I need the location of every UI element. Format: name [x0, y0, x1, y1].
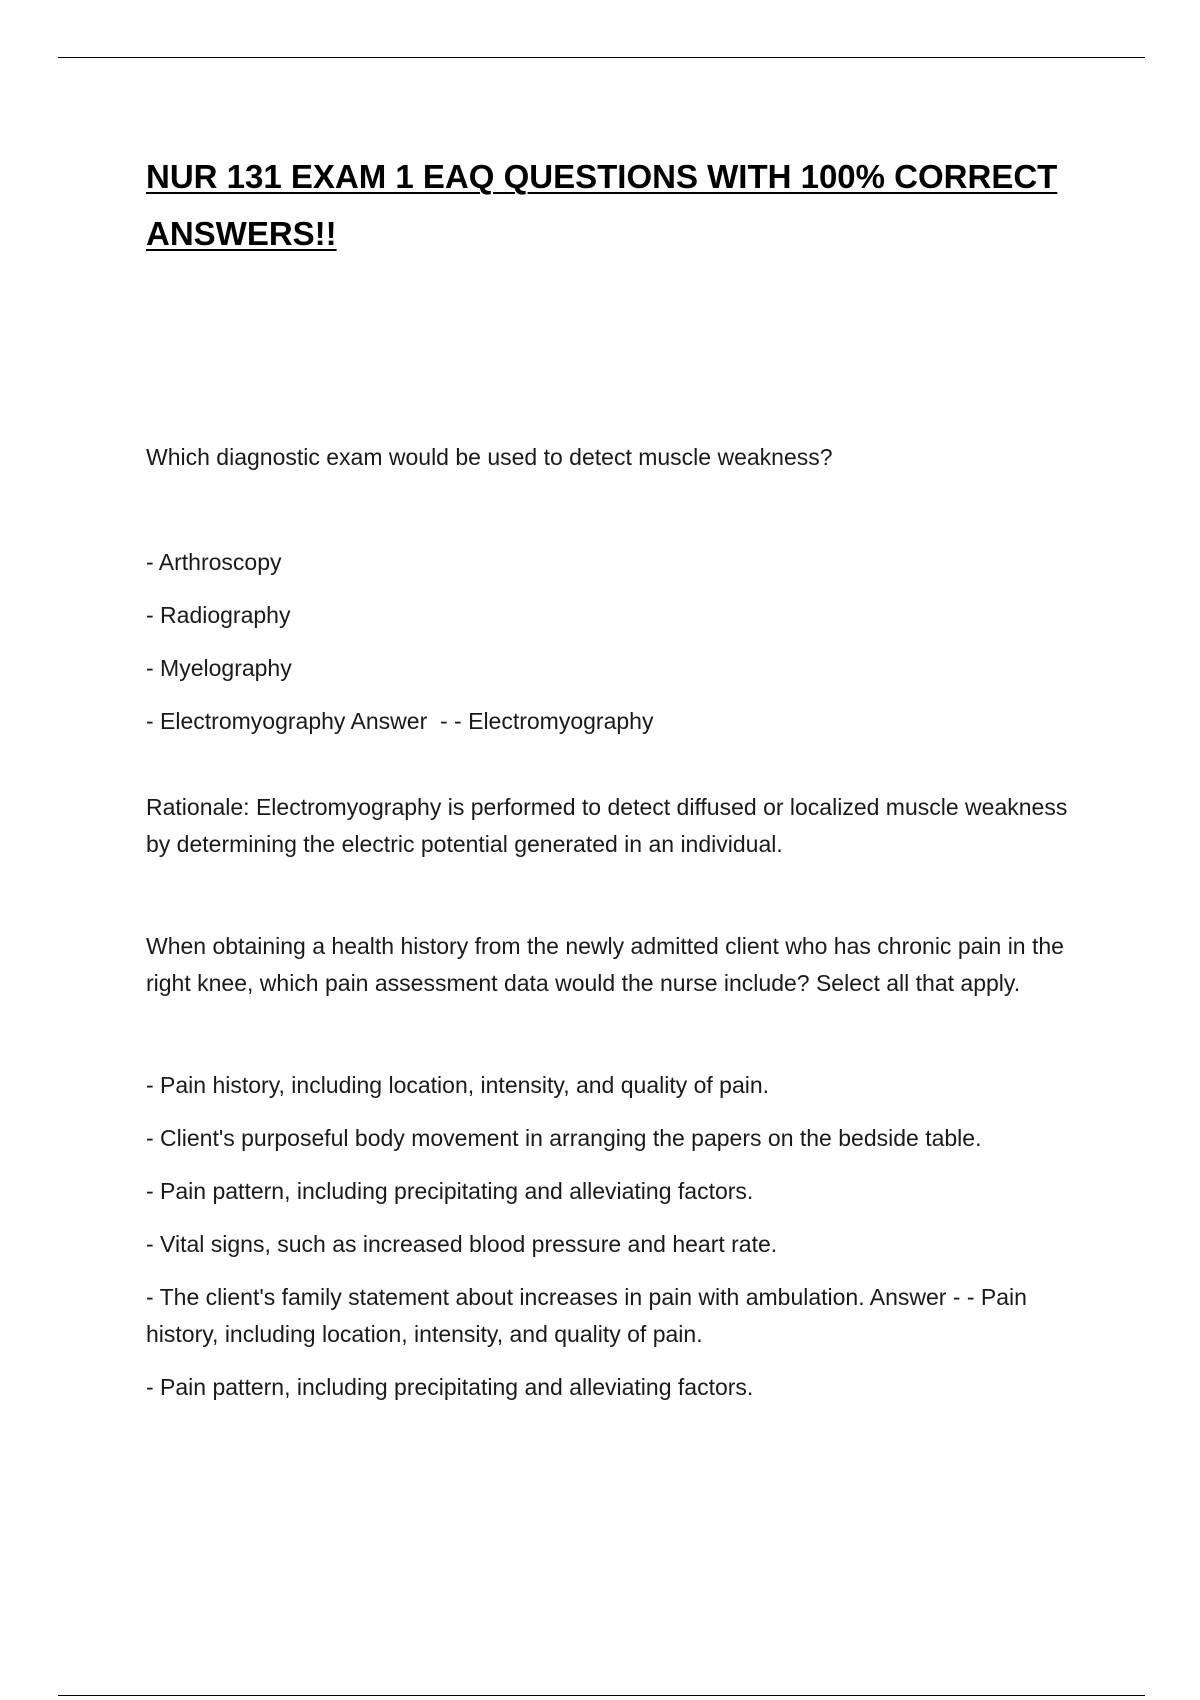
option-item-answer: - Electromyography Answer - - Electromyography	[146, 708, 654, 734]
option-item: - Myelography	[146, 655, 292, 681]
option-item: - Vital signs, such as increased blood pressure and heart rate.	[146, 1231, 778, 1257]
option-item: - Pain pattern, including precipitating and alleviating factors.	[146, 1178, 754, 1204]
question-2-prompt: When obtaining a health history from the newly admitted client who has chronic pain in the right knee, which pain assessment data would the nurse include? Select all that apply.	[146, 933, 1064, 996]
question-1-rationale: Rationale: Electromyography is performed to detect diffused or localized muscle weakness by determining the electric potential generated in an individual.	[146, 794, 1068, 857]
option-item: - Client's purposeful body movement in arranging the papers on the bedside table.	[146, 1125, 982, 1151]
question-1-prompt: Which diagnostic exam would be used to detect muscle weakness?	[146, 444, 833, 470]
top-rule	[58, 57, 1145, 58]
bottom-rule	[58, 1695, 1145, 1696]
option-item: - Pain pattern, including precipitating and alleviating factors.	[146, 1374, 754, 1400]
document-title: NUR 131 EXAM 1 EAQ QUESTIONS WITH 100% CORRECT ANSWERS!!	[146, 158, 1058, 252]
option-item-answer: - The client's family statement about increases in pain with ambulation. Answer - - Pain history, including location, intensity, and quality of pain.	[146, 1284, 1027, 1347]
option-item: - Arthroscopy	[146, 549, 282, 575]
document-body	[146, 148, 1076, 1422]
question-2-options	[146, 1067, 1076, 1406]
question-1-options	[146, 544, 1076, 740]
option-item: - Pain history, including location, intensity, and quality of pain.	[146, 1072, 770, 1098]
option-item: - Radiography	[146, 602, 291, 628]
